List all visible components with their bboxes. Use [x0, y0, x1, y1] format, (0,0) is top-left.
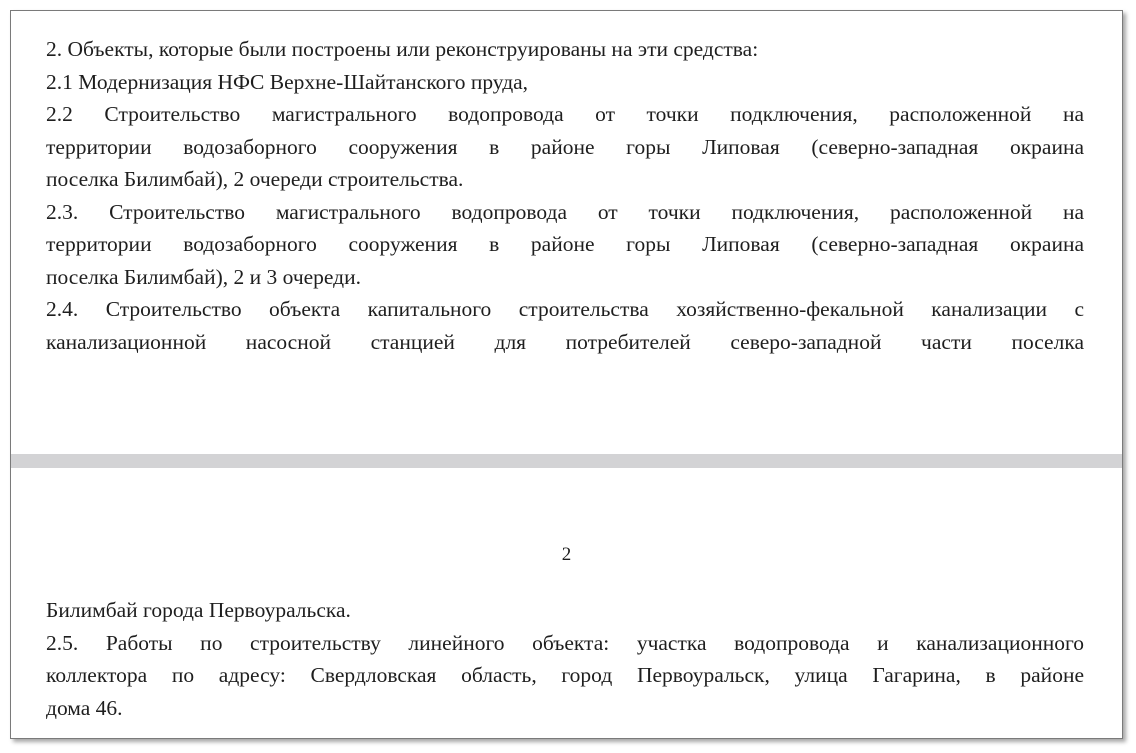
text-line: поселка Билимбай), 2 и 3 очереди.: [46, 264, 362, 289]
document-viewer: [10, 10, 1123, 739]
text-line: коллектора по адресу: Свердловская область, город Первоуральск, улица Гагарина, в районе: [46, 663, 1084, 687]
text-line: 2.3. Строительство магистрального водопровода от точки подключения, расположенной на: [46, 199, 1084, 224]
text-line: 2.4. Строительство объекта капитального строительства хозяйственно-фекальной канализации с: [46, 297, 1084, 321]
text-line: территории водозаборного сооружения в районе горы Липовая (северно-западная окраина: [46, 232, 1084, 256]
page-2-text: [46, 594, 1084, 724]
text-line: поселка Билимбай), 2 очереди строительства.: [46, 167, 464, 191]
page-number: 2: [561, 544, 572, 565]
text-line: 2.2 Строительство магистрального водопровода от точки подключения, расположенной на: [46, 102, 1084, 126]
text-line: 2.5. Работы по строительству линейного объекта: участка водопровода и канализационного: [46, 630, 1084, 655]
page-1: [11, 11, 1122, 454]
page-2: [11, 468, 1122, 738]
text-line: Билимбай города Первоуральска.: [46, 598, 351, 622]
page-1-text: [46, 33, 1084, 358]
page-separator: [11, 454, 1122, 468]
text-line: канализационной насосной станцией для потребителей северо-западной части поселка: [46, 329, 1084, 354]
text-line: 2. Объекты, которые были построены или реконструированы на эти средства:: [46, 37, 759, 61]
text-line: территории водозаборного сооружения в районе горы Липовая (северно-западная окраина: [46, 134, 1084, 159]
text-line: дома 46.: [46, 695, 123, 720]
text-line: 2.1 Модернизация НФС Верхне-Шайтанского пруда,: [46, 69, 529, 94]
